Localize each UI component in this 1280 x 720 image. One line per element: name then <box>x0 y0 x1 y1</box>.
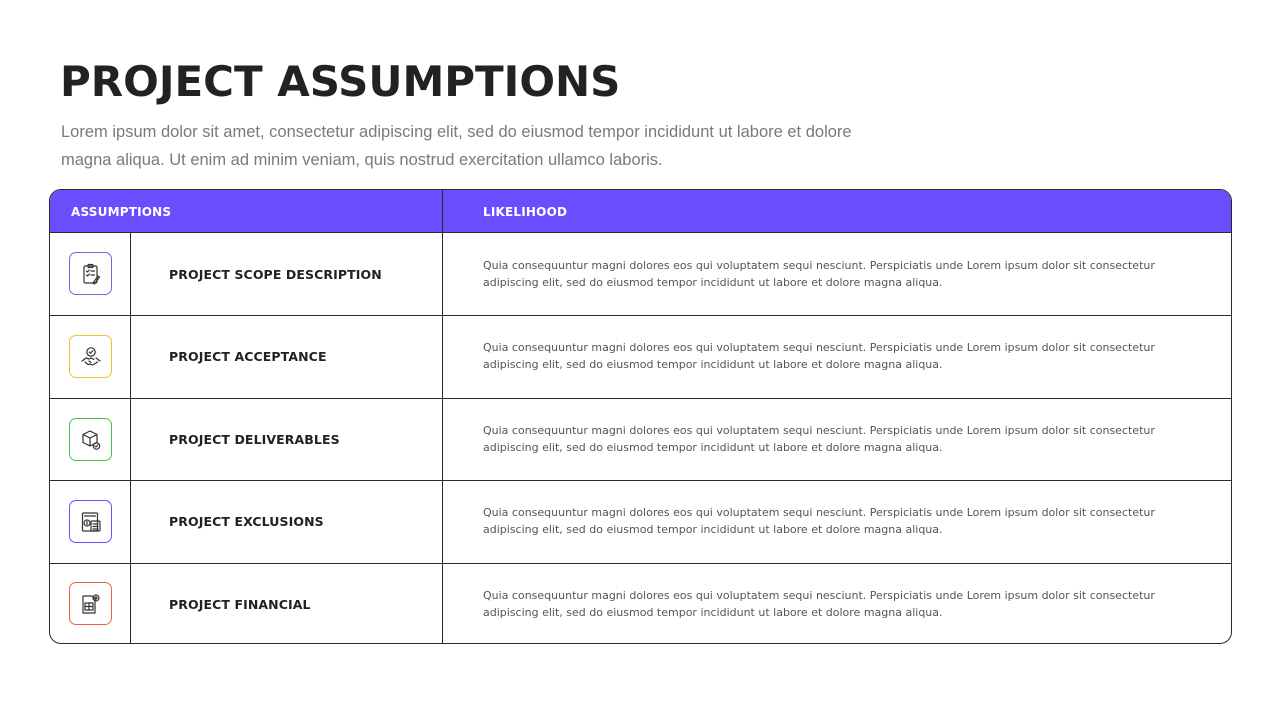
column-header-likelihood: LIKELIHOOD <box>483 205 568 219</box>
page-title: PROJECT ASSUMPTIONS <box>60 57 621 106</box>
column-header-assumptions: ASSUMPTIONS <box>71 205 172 219</box>
table-row <box>50 399 1231 481</box>
table-row <box>50 233 1231 316</box>
row-description: Quia consequuntur magni dolores eos qui voluptatem sequi nesciunt. Perspiciatis unde Lorem ipsum dolor sit consectetur adipiscing elit, sed do eiusmod tempor incididunt ut labore et dolore magna aliqua. <box>483 506 1155 536</box>
table-row <box>50 316 1231 399</box>
row-label: PROJECT DELIVERABLES <box>169 432 340 447</box>
handshake-badge-icon <box>69 335 112 378</box>
row-description: Quia consequuntur magni dolores eos qui voluptatem sequi nesciunt. Perspiciatis unde Lorem ipsum dolor sit consectetur adipiscing elit, sed do eiusmod tempor incididunt ut labore et dolore magna aliqua. <box>483 589 1155 619</box>
clipboard-checklist-icon <box>69 252 112 295</box>
row-label: PROJECT ACCEPTANCE <box>169 349 327 364</box>
package-check-icon <box>69 418 112 461</box>
table-header <box>50 190 1231 233</box>
row-description: Quia consequuntur magni dolores eos qui voluptatem sequi nesciunt. Perspiciatis unde Lorem ipsum dolor sit consectetur adipiscing elit, sed do eiusmod tempor incididunt ut labore et dolore magna aliqua. <box>483 424 1155 454</box>
page-subtitle: Lorem ipsum dolor sit amet, consectetur adipiscing elit, sed do eiusmod tempor incididunt ut labore et dolore magna aliqua. Ut enim ad minim veniam, quis nostrud exercitation ullamco laboris. <box>61 123 852 169</box>
row-label: PROJECT SCOPE DESCRIPTION <box>169 267 382 282</box>
assumptions-table <box>49 189 1232 644</box>
financial-document-icon <box>69 582 112 625</box>
row-description: Quia consequuntur magni dolores eos qui voluptatem sequi nesciunt. Perspiciatis unde Lorem ipsum dolor sit consectetur adipiscing elit, sed do eiusmod tempor incididunt ut labore et dolore magna aliqua. <box>483 341 1155 371</box>
row-label: PROJECT FINANCIAL <box>169 597 311 612</box>
table-row <box>50 481 1231 564</box>
table-row <box>50 564 1231 643</box>
row-description: Quia consequuntur magni dolores eos qui voluptatem sequi nesciunt. Perspiciatis unde Lorem ipsum dolor sit consectetur adipiscing elit, sed do eiusmod tempor incididunt ut labore et dolore magna aliqua. <box>483 259 1155 289</box>
budget-calculator-icon <box>69 500 112 543</box>
row-label: PROJECT EXCLUSIONS <box>169 514 324 529</box>
